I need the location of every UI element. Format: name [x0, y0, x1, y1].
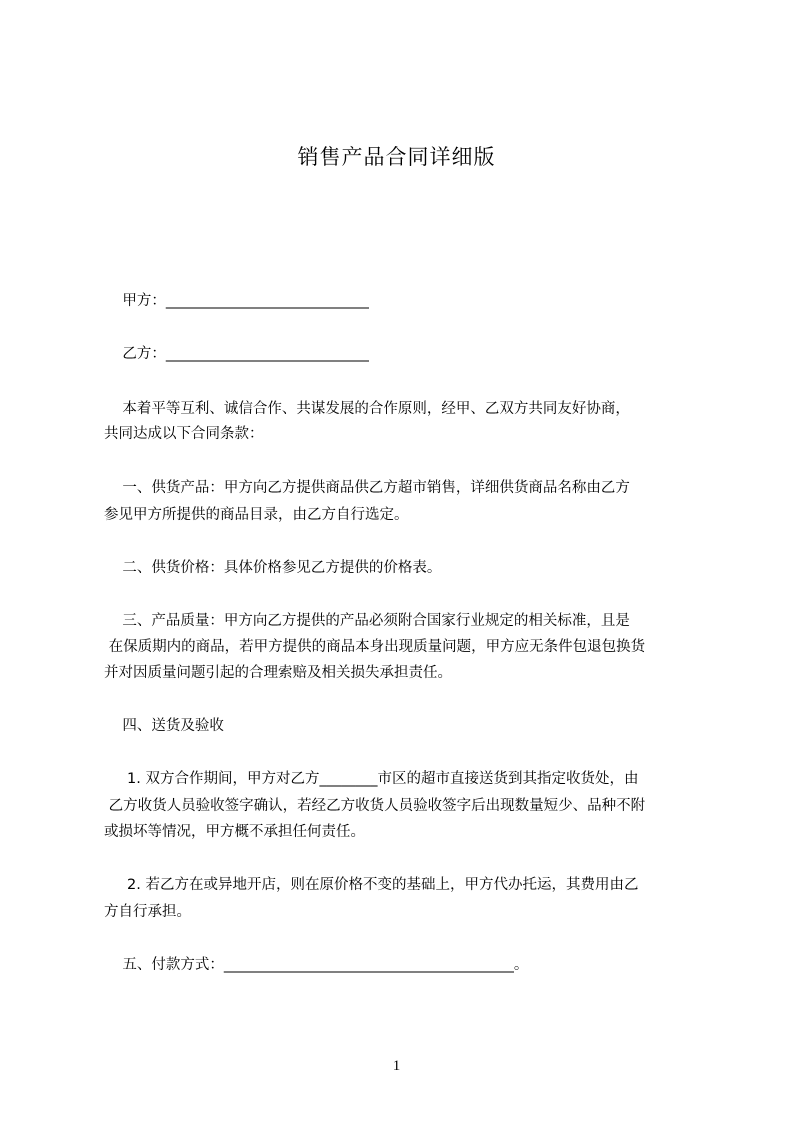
- clause-3-line-3: 并对因质量问题引起的合理索赔及相关损失承担责任。: [104, 665, 452, 681]
- clause-1-line-2: 参见甲方所提供的商品目录，由乙方自行选定。: [104, 507, 409, 523]
- clause-4-item-1-line-1: 1. 双方合作期间，甲方对乙方________市区的超市直接送货到其指定收货处，由: [104, 771, 639, 787]
- page-number: 1: [392, 1058, 401, 1074]
- clause-3-line-2: 在保质期内的商品，若甲方提供的商品本身出现质量问题，甲方应无条件包退包换货: [104, 639, 646, 655]
- preamble-line-1: 本着平等互利、诚信合作、共谋发展的合作原则，经甲、乙双方共同友好协商，: [104, 401, 630, 417]
- clause-4-item-2-line-1: 2. 若乙方在或异地开店，则在原价格不变的基础上，甲方代办托运，其费用由乙: [104, 877, 639, 893]
- party-a-line: 甲方：____________________________: [104, 293, 369, 309]
- clause-1-line-1: 一、供货产品：甲方向乙方提供商品供乙方超市销售，详细供货商品名称由乙方: [104, 480, 630, 496]
- clause-4-item-2-line-2: 方自行承担。: [104, 904, 191, 920]
- clause-4-item-1-line-3: 或损坏等情况，甲方概不承担任何责任。: [104, 824, 365, 840]
- preamble-line-2: 共同达成以下合同条款：: [104, 426, 264, 442]
- clause-2-line-1: 二、供货价格：具体价格参见乙方提供的价格表。: [104, 560, 442, 576]
- document-title: 销售产品合同详细版: [297, 145, 496, 169]
- party-b-line: 乙方：____________________________: [104, 346, 369, 362]
- clause-5-line-1: 五、付款方式：________________________________________。: [104, 957, 529, 973]
- clause-4-heading: 四、送货及验收: [104, 718, 224, 734]
- clause-4-item-1-line-2: 乙方收货人员验收签字确认，若经乙方收货人员验收签字后出现数量短少、品种不附: [104, 798, 646, 814]
- clause-3-line-1: 三、产品质量：甲方向乙方提供的产品必须附合国家行业规定的相关标准，且是: [104, 613, 630, 629]
